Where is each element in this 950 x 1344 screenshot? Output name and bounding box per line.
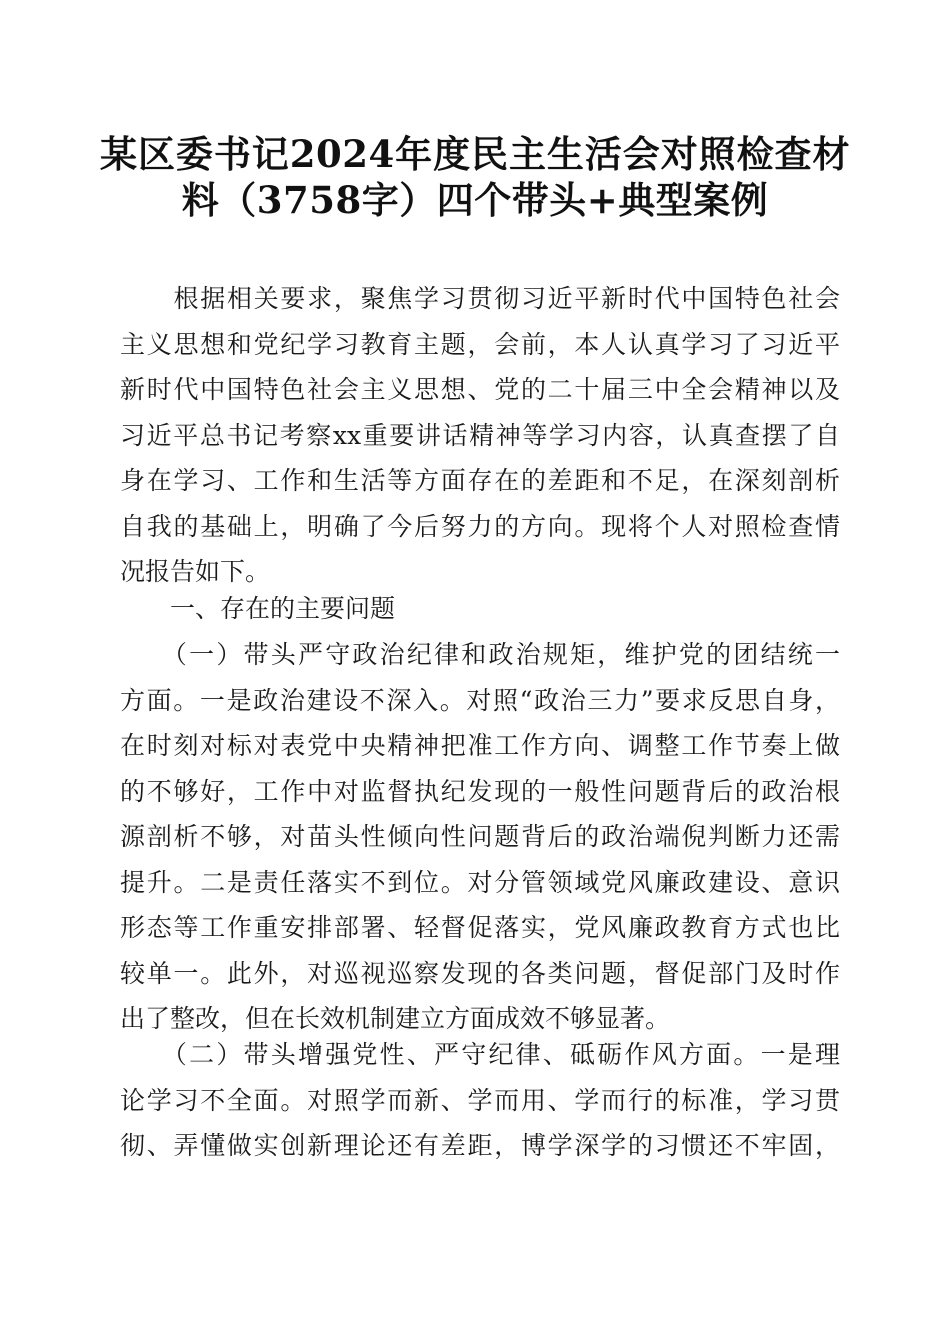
para1-line-4: 的不够好，工作中对监督执纪发现的一般性问题背后的政治根 [120, 776, 840, 806]
para2-line-3: 彻、弄懂做实创新理论还有差距，博学深学的习惯还不牢固， [120, 1131, 840, 1160]
intro-line-5: 身在学习、工作和生活等方面存在的差距和不足，在深刻剖析 [120, 466, 840, 495]
intro-line-4: 习近平总书记考察xx重要讲话精神等学习内容，认真查摆了自 [120, 420, 840, 450]
paragraph-1 [120, 632, 840, 1042]
para1-line-1: （一）带头严守政治纪律和政治规矩，维护党的团结统一 [120, 640, 840, 669]
section-heading [120, 586, 840, 632]
para1-line-6: 提升。二是责任落实不到位。对分管领域党风廉政建设、意识 [120, 867, 840, 897]
para1-line-7: 形态等工作重安排部署、轻督促落实，党风廉政教育方式也比 [120, 913, 840, 942]
title-line-2: 料（3758字）四个带头+典型案例 [181, 177, 769, 222]
para2-line-1: （二）带头增强党性、严守纪律、砥砺作风方面。一是理 [120, 1040, 840, 1069]
intro-line-1: 根据相关要求，聚焦学习贯彻习近平新时代中国特色社会 [120, 284, 840, 313]
intro-paragraph [120, 276, 840, 595]
intro-line-3: 新时代中国特色社会主义思想、党的二十届三中全会精神以及 [120, 375, 840, 404]
para1-line-2: 方面。一是政治建设不深入。对照“政治三力”要求反思自身， [120, 685, 840, 715]
para1-line-3: 在时刻对标对表党中央精神把准工作方向、调整工作节奏上做 [120, 731, 840, 760]
title-line-1: 某区委书记2024年度民主生活会对照检查材 [100, 132, 850, 176]
para1-line-8: 较单一。此外，对巡视巡察发现的各类问题，督促部门及时作 [120, 958, 840, 988]
para1-line-9: 出了整改，但在长效机制建立方面成效不够显著。 [120, 1004, 671, 1033]
paragraph-2 [120, 1032, 840, 1169]
section-heading-text: 一、存在的主要问题 [120, 594, 396, 623]
document-title [100, 132, 850, 223]
para1-line-5: 源剖析不够，对苗头性倾向性问题背后的政治端倪判断力还需 [120, 822, 840, 851]
intro-line-7: 况报告如下。 [120, 557, 271, 586]
para2-line-2: 论学习不全面。对照学而新、学而用、学而行的标准，学习贯 [120, 1085, 840, 1115]
intro-line-2: 主义思想和党纪学习教育主题，会前，本人认真学习了习近平 [120, 329, 840, 359]
intro-line-6: 自我的基础上，明确了今后努力的方向。现将个人对照检查情 [120, 511, 840, 541]
